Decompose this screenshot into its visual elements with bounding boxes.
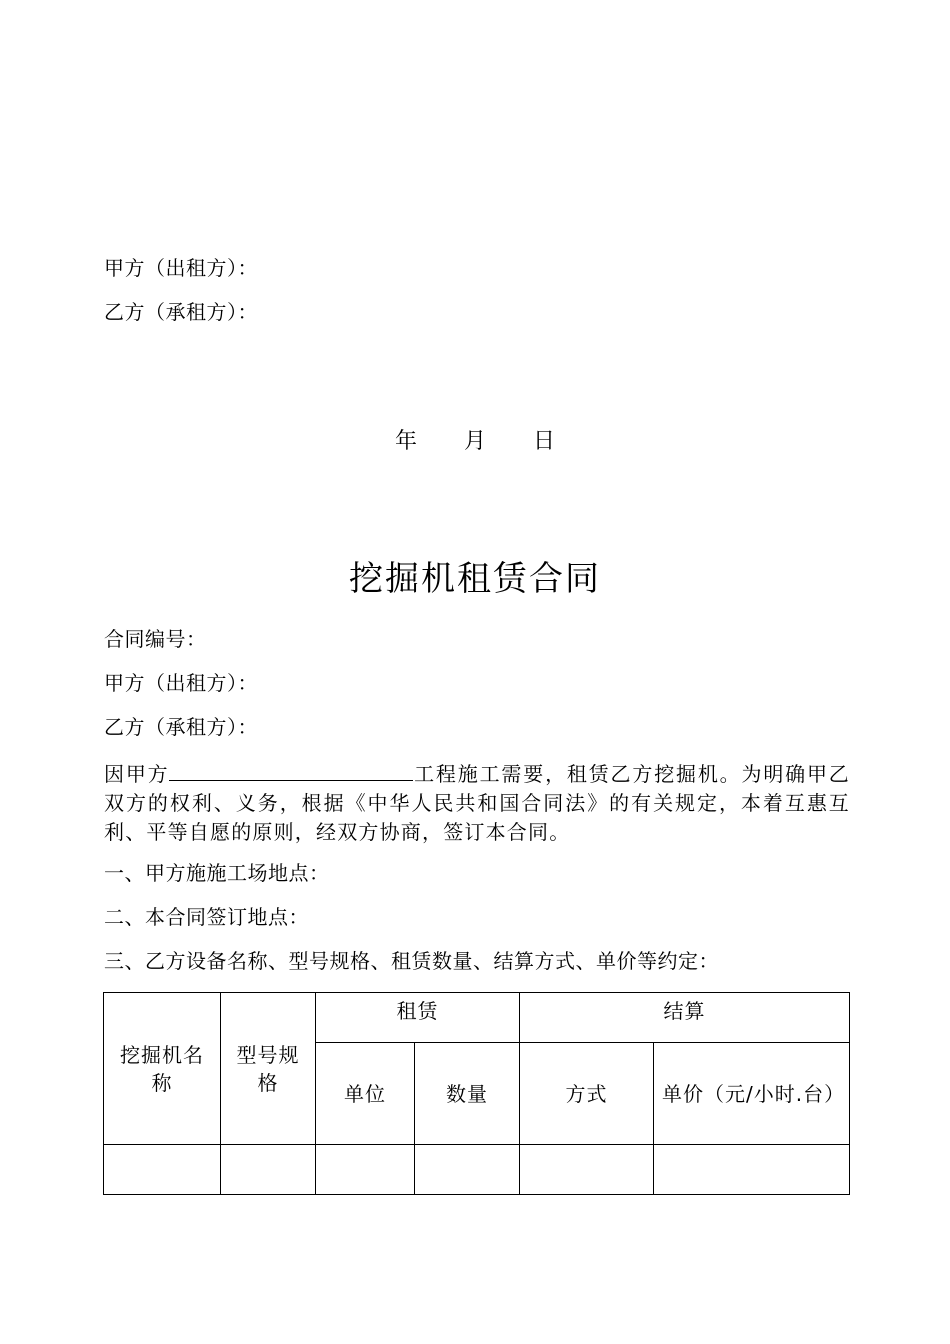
- header-unit-price: 单价（元/小时.台）: [654, 1043, 850, 1145]
- contract-title: 挖掘机租赁合同: [349, 559, 601, 599]
- cell-unit[interactable]: [316, 1145, 415, 1195]
- header-settle-group: 结算: [520, 993, 850, 1043]
- date-year: 年: [394, 429, 417, 454]
- clause-1: 一、甲方施施工场地点：: [104, 861, 330, 885]
- intro-prefix: 因甲方: [104, 762, 170, 786]
- header-unit: 单位: [316, 1043, 415, 1145]
- cell-method[interactable]: [520, 1145, 654, 1195]
- contract-party-b: 乙方（承租方）：: [104, 715, 258, 739]
- date-month: 月: [463, 429, 486, 454]
- contract-intro: [104, 758, 850, 847]
- cover-party-a: 甲方（出租方）：: [104, 256, 258, 280]
- contract-party-a: 甲方（出租方）：: [104, 671, 258, 695]
- cell-quantity[interactable]: [415, 1145, 520, 1195]
- cell-excavator-name[interactable]: [104, 1145, 221, 1195]
- header-quantity: 数量: [415, 1043, 520, 1145]
- project-name-blank: [169, 758, 413, 781]
- intro-rest: 工程施工需要，租赁乙方挖掘机。为明确甲乙双方的权利、义务，根据《中华人民共和国合同法》的有关规定，本着互惠互利、平等自愿的原则，经双方协商，签订本合同。: [104, 762, 850, 844]
- clause-2: 二、本合同签订地点：: [104, 905, 309, 929]
- header-method: 方式: [520, 1043, 654, 1145]
- cover-date: [0, 424, 950, 455]
- contract-number: 合同编号：: [104, 627, 207, 651]
- header-lease-group: 租赁: [316, 993, 520, 1043]
- cell-unit-price[interactable]: [654, 1145, 850, 1195]
- header-model-spec: 型号规格: [221, 993, 316, 1145]
- cell-model-spec[interactable]: [221, 1145, 316, 1195]
- clause-3: 三、乙方设备名称、型号规格、租赁数量、结算方式、单价等约定：: [104, 949, 719, 973]
- header-excavator-name: 挖掘机名称: [104, 993, 221, 1145]
- cover-party-b: 乙方（承租方）：: [104, 300, 258, 324]
- date-day: 日: [533, 429, 556, 454]
- table-row: [104, 1145, 850, 1195]
- equipment-table: [103, 992, 850, 1195]
